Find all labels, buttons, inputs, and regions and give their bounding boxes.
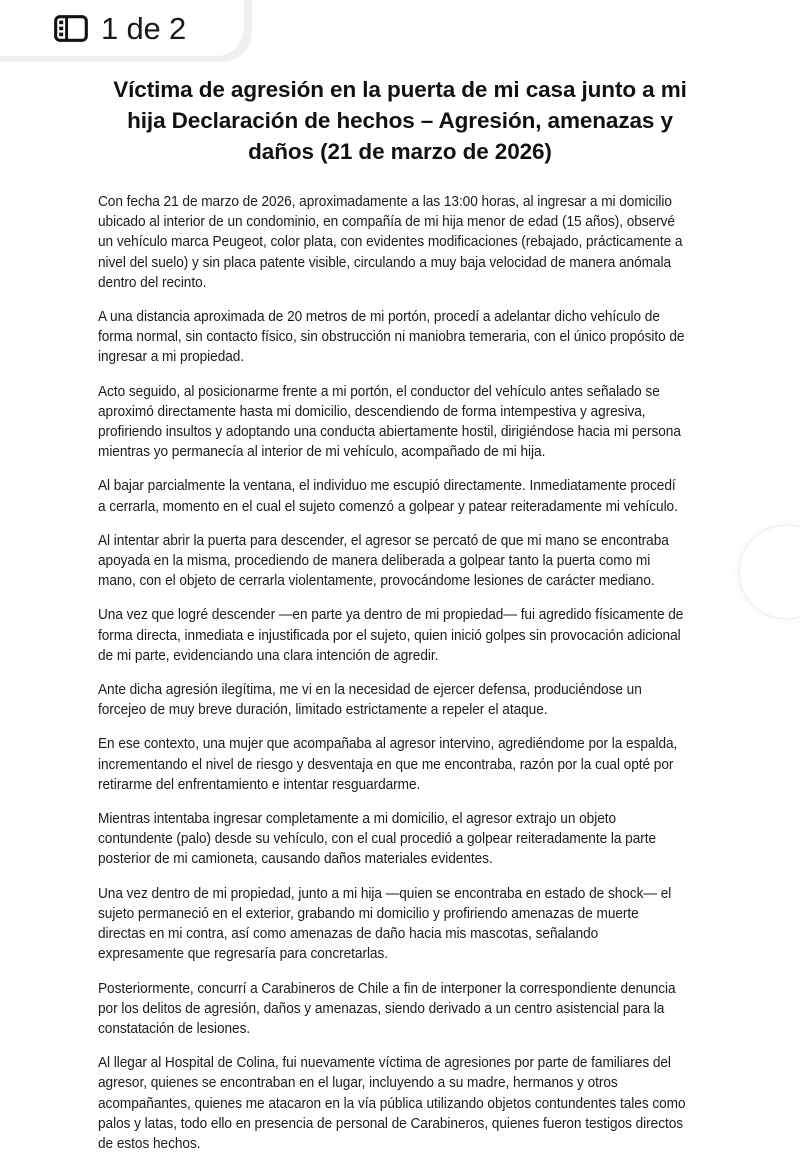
document-paragraph: Acto seguido, al posicionarme frente a mi portón, el conductor del vehículo antes señalado se aproximó directamente hasta mi domicilio, descendiendo de forma intempestiva y agresiva, profiriendo insultos y adoptando una conducta abiertamente hostil, dirigiéndose hacia mi persona mientras yo permanecía al interior de mi vehículo, acompañado de mi hija. xyxy=(98,383,681,461)
document-paragraph: Al llegar al Hospital de Colina, fui nuevamente víctima de agresiones por parte de familiares del agresor, quienes se encontraban en el lugar, incluyendo a su madre, hermanos y otros acompañantes, quienes me atacaron en la vía pública utilizando objetos contundentes tales como palos y latas, todo ello en presencia de personal de Carabineros, quienes fueron testigos directos de estos hechos. xyxy=(98,1055,686,1152)
document-paragraph: Al intentar abrir la puerta para descender, el agresor se percató de que mi mano se encontraba apoyada en la misma, procediendo de manera deliberada a golpear tanto la puerta como mi mano, con el objeto de cerrarla violentamente, provocándome lesiones de carácter mediano. xyxy=(98,532,669,590)
document-paragraph: Ante dicha agresión ilegítima, me vi en la necesidad de ejercer defensa, produciéndose un forcejeo de muy breve duración, limitado estrictamente a repeler el ataque. xyxy=(98,682,642,719)
pages-layout-icon xyxy=(54,15,88,42)
page-indicator-label: 1 de 2 xyxy=(101,10,186,46)
document-paragraph: Mientras intentaba ingresar completamente a mi domicilio, el agresor extrajo un objeto contundente (palo) desde su vehículo, con el cual procedió a golpear reiteradamente la parte posterior de mi camioneta, causando daños materiales evidentes. xyxy=(98,811,657,868)
document-title: Víctima de agresión en la puerta de mi casa junto a mi hija Declaración de hechos – Agresión, amenazas y daños (21 de marzo de 2026) xyxy=(113,77,687,164)
document-paragraph: A una distancia aproximada de 20 metros de mi portón, procedí a adelantar dicho vehículo de forma normal, sin contacto físico, sin obstrucción ni maniobra temeraria, con el único propósito de ingresar a mi propiedad. xyxy=(98,309,685,366)
document-paragraph: Una vez que logré descender —en parte ya dentro de mi propiedad— fui agredido físicamente de forma directa, inmediata e injustificada por el sujeto, quien inició golpes sin provocación adicional de mi parte, evidenciando una clara intención de agredir. xyxy=(98,607,684,664)
document-paragraph: Una vez dentro de mi propiedad, junto a mi hija —quien se encontraba en estado de shock— el sujeto permaneció en el exterior, grabando mi domicilio y profiriendo amenazas de muerte directas en mi contra, así como amenazas de daño hacia mis mascotas, señalando expresamente que regresaría para concretarlas. xyxy=(98,885,672,963)
document-paragraph: Posteriormente, concurrí a Carabineros de Chile a fin de interponer la correspondiente denuncia por los delitos de agresión, daños y amenazas, siendo derivado a un centro asistencial para la constatación de lesiones. xyxy=(98,980,676,1037)
document-body xyxy=(98,192,714,1154)
next-page-circle-control[interactable] xyxy=(738,524,800,620)
document-paragraph: En ese contexto, una mujer que acompañaba al agresor intervino, agrediéndome por la espalda, incrementando el nivel de riesgo y desventaja en que me encontraba, razón por la cual opté por retirarme del enfrentamiento e intentar resguardarme. xyxy=(98,736,678,793)
document-paragraph: Al bajar parcialmente la ventana, el individuo me escupió directamente. Inmediatamente procedí a cerrarla, momento en el cual el sujeto comenzó a golpear y patear reiteradamente mi vehículo. xyxy=(98,478,678,515)
document-paragraph: Con fecha 21 de marzo de 2026, aproximadamente a las 13:00 horas, al ingresar a mi domicilio ubicado al interior de un condominio, en compañía de mi hija menor de edad (15 años), observé un vehículo marca Peugeot, color plata, con evidentes modificaciones (rebajado, prácticamente a nivel del suelo) y sin placa patente visible, circulando a muy baja velocidad de manera anómala dentro del recinto. xyxy=(98,194,683,291)
page-indicator-badge[interactable] xyxy=(0,0,244,56)
